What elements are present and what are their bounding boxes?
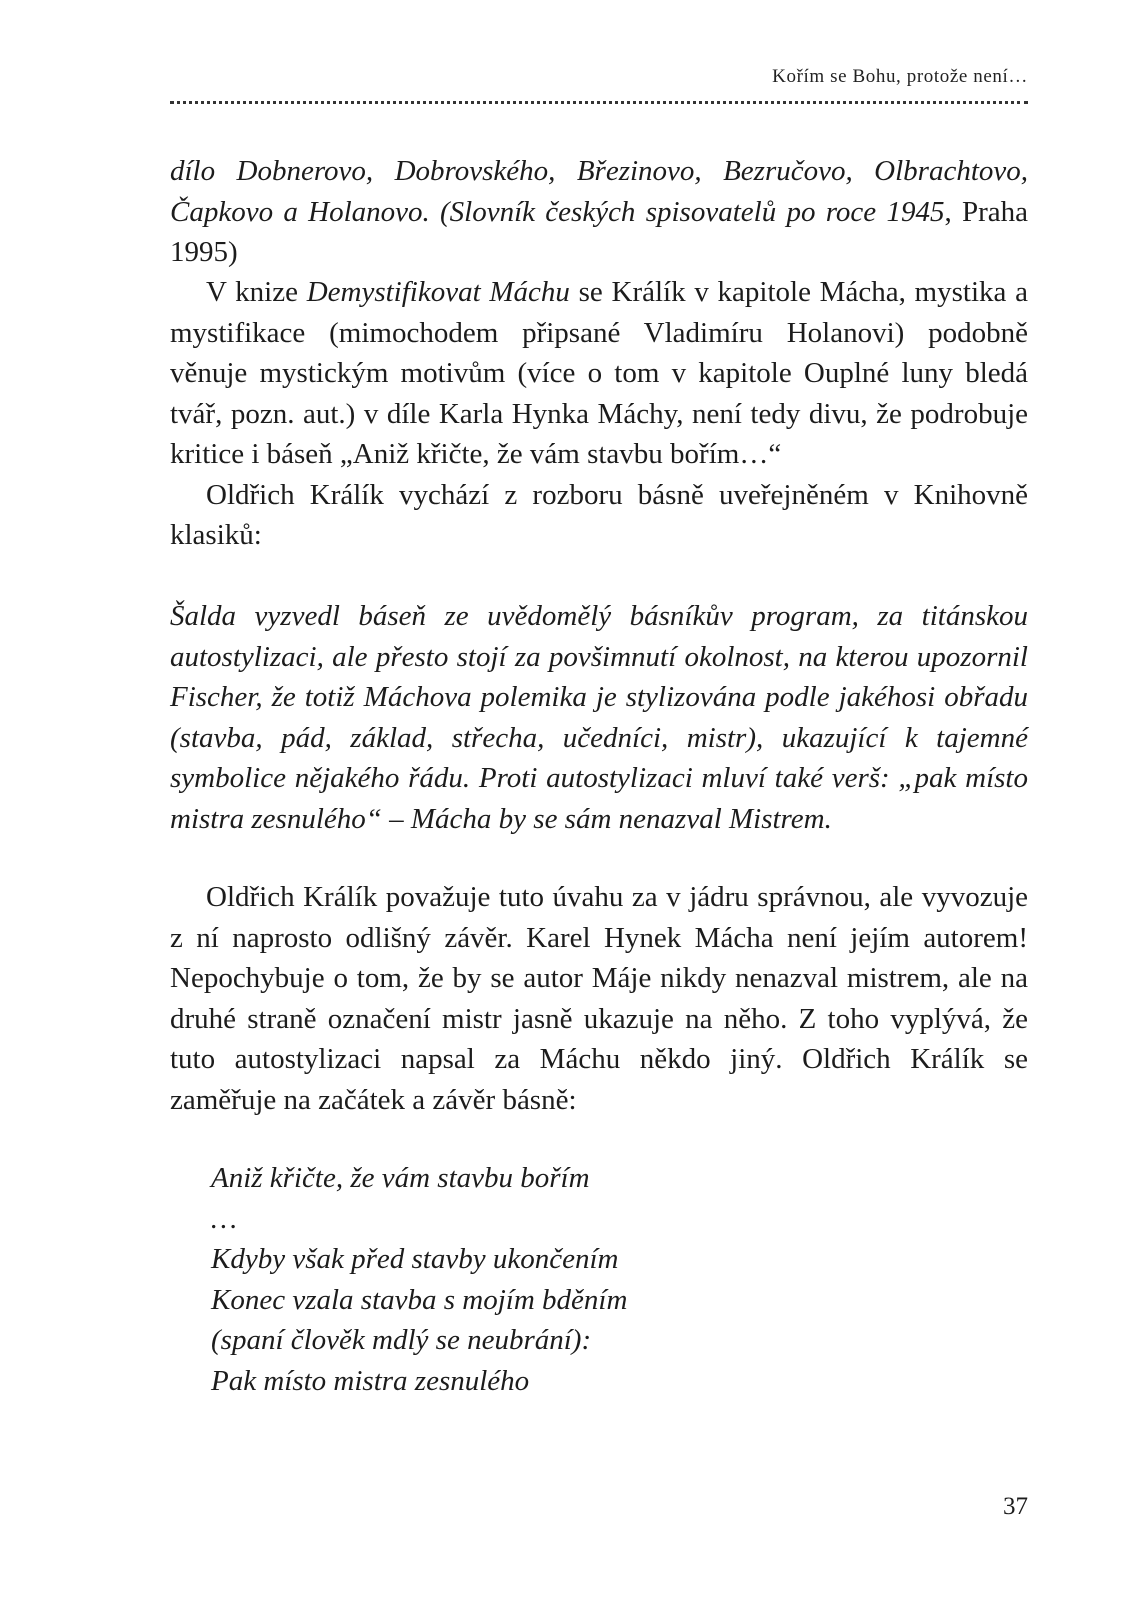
block-quote: Šalda vyzvedl báseň ze uvědomělý básníkův program, za titánskou autostylizaci, ale přesto stojí za povšimnutí okolnost, na kterou upozornil Fischer, že totiž Máchova polemika je stylizována podle jakéhosi obřadu (stavba, pád, základ, střecha, učedníci, mistr), ukazující k tajemné symbolice nějakého řádu. Proti autostylizaci mluví také verš: „pak místo mistra zesnulého“ – Mácha by se sám nenazval Mistrem. <box>170 600 1028 835</box>
verse-line: Konec vzala stavba s mojím bděním <box>211 1283 628 1316</box>
paragraph-citation-end <box>170 151 1028 273</box>
verse-line: Pak místo mistra zesnulého <box>211 1364 530 1397</box>
paragraph-text: se Králík v kapitole Mácha, mystika a mystifikace (mimochodem připsané Vladimíru Holanovi) podobně věnuje mystickým motivům (více o tom v kapitole Ouplné luny bledá tvář, pozn. aut.) v díle Karla Hynka Máchy, není tedy divu, že podrobuje kritice i báseň „Aniž křičte, že vám stavbu bořím…“ <box>170 276 1028 470</box>
book-title: Demystifikovat Máchu <box>306 276 570 308</box>
header-dotted-rule <box>170 101 1028 104</box>
verse-block <box>211 1158 627 1401</box>
citation-place-year: , Praha 1995) <box>170 195 1028 268</box>
verse-line: (spaní člověk mdlý se neubrání): <box>211 1324 592 1356</box>
paragraph-kralik-source: Oldřich Králík vychází z rozboru básně uveřejněném v Knihovně klasiků: <box>170 478 1028 551</box>
verse-line: Aniž křičte, že vám stavbu bořím <box>211 1162 590 1194</box>
verse-line: Kdyby však před stavby ukončením <box>211 1243 619 1275</box>
verse-line: … <box>211 1202 237 1235</box>
running-header: Kořím se Bohu, protože není… <box>772 66 1028 87</box>
paragraph-kralik-conclusion <box>170 877 1028 1120</box>
paragraph-text: V knize <box>206 276 307 308</box>
page-number: 37 <box>1003 1493 1028 1520</box>
paragraph-demystifikovat <box>170 272 1028 556</box>
paragraph-text: Oldřich Králík považuje tuto úvahu za v jádru správnou, ale vyvozuje z ní naprosto odlišný závěr. Karel Hynek Mácha není jejím autorem! Nepochybuje o tom, že by se autor Máje nikdy nenazval mistrem, ale na druhé straně označení mistr jasně ukazuje na něho. Z toho vyplývá, že tuto autostylizaci napsal za Máchu někdo jiný. Oldřich Králík se zaměřuje na začátek a závěr básně: <box>170 881 1028 1116</box>
citation-italic-text: dílo Dobnerovo, Dobrovského, Březinovo, Bezručovo, Olbrachtovo, Čapkovo a Holanovo. (Slovník českých spisovatelů po roce 1945 <box>170 155 1028 228</box>
